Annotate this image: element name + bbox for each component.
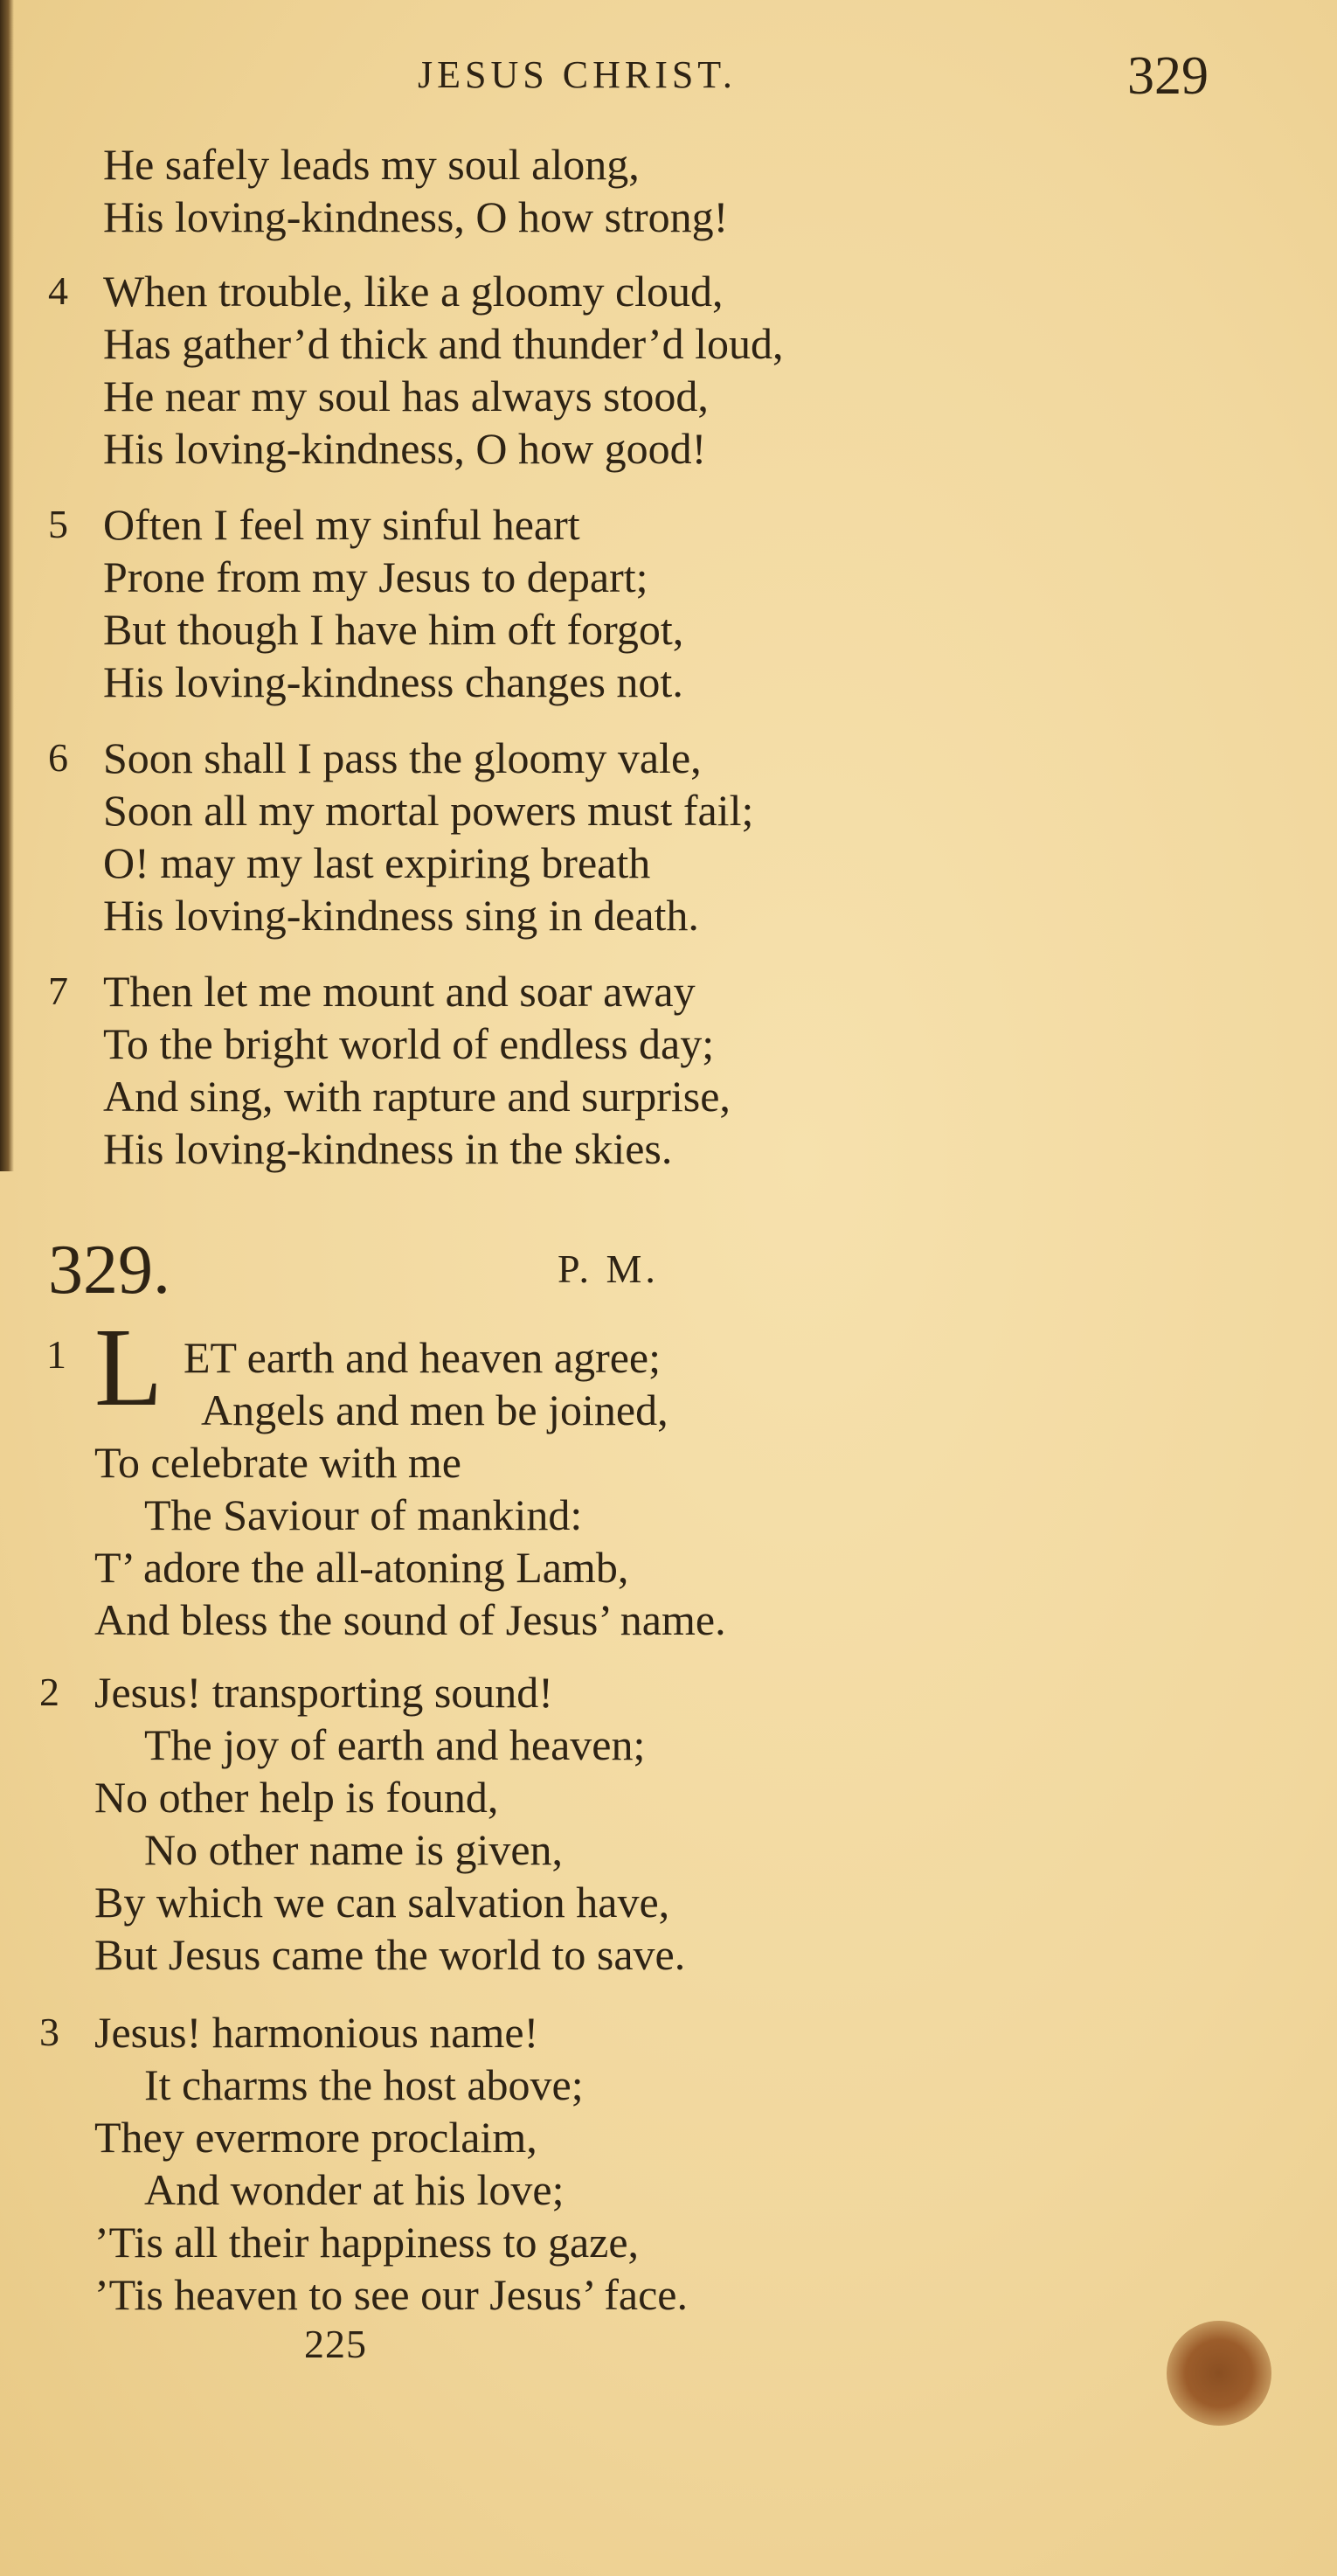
verse-line: The joy of earth and heaven;	[144, 1720, 646, 1769]
verse-line: ET earth and heaven agree;	[184, 1333, 661, 1382]
verse-line: His loving-kindness sing in death.	[103, 891, 699, 940]
drop-cap: L	[94, 1305, 163, 1429]
verse-line: And sing, with rapture and surprise,	[103, 1072, 731, 1121]
verse-line: When trouble, like a gloomy cloud,	[103, 267, 724, 316]
verse-line: Has gather’d thick and thunder’d loud,	[103, 319, 784, 368]
verse-number: 5	[48, 502, 68, 546]
verse-line: Soon all my mortal powers must fail;	[103, 786, 754, 835]
running-title: JESUS CHRIST.	[418, 53, 737, 96]
verse-line: But Jesus came the world to save.	[94, 1930, 686, 1979]
verse-line: He safely leads my soul along,	[103, 140, 640, 189]
hymn-number: 329.	[48, 1232, 170, 1309]
verse-line: ’Tis heaven to see our Jesus’ face.	[94, 2270, 688, 2319]
verse-line: Then let me mount and soar away	[103, 967, 696, 1016]
binding-edge	[0, 0, 14, 1171]
verse-line: By which we can salvation have,	[94, 1878, 670, 1927]
verse-line: Jesus! harmonious name!	[94, 2008, 539, 2057]
verse-line: His loving-kindness in the skies.	[103, 1124, 673, 1173]
paper-stain	[1167, 2321, 1271, 2426]
hymn-meter: P. M.	[558, 1246, 659, 1291]
verse-line: His loving-kindness changes not.	[103, 657, 683, 706]
verse-line: ’Tis all their happiness to gaze,	[94, 2218, 640, 2267]
verse-number: 3	[39, 2010, 59, 2054]
verse-line: Angels and men be joined,	[201, 1385, 668, 1434]
verse-line: No other help is found,	[94, 1773, 499, 1822]
verse-number: 7	[48, 969, 68, 1013]
verse-line: The Saviour of mankind:	[144, 1490, 583, 1539]
verse-line: His loving-kindness, O how good!	[103, 424, 707, 473]
verse-line: It charms the host above;	[144, 2060, 584, 2109]
verse-line: His loving-kindness, O how strong!	[103, 192, 729, 241]
verse-line: To the bright world of endless day;	[103, 1019, 715, 1068]
page-header	[0, 45, 1337, 115]
verse-number: 2	[39, 1670, 59, 1714]
verse-number: 4	[48, 268, 68, 313]
signature-mark: 225	[304, 2322, 367, 2366]
verse-line: And bless the sound of Jesus’ name.	[94, 1595, 726, 1644]
verse-line: But though I have him oft forgot,	[103, 605, 684, 654]
verse-line: O! may my last expiring breath	[103, 838, 651, 887]
verse-line: They evermore proclaim,	[94, 2113, 537, 2162]
verse-number: 6	[48, 735, 68, 780]
verse-line: Often I feel my sinful heart	[103, 500, 580, 549]
verse-line: He near my soul has always stood,	[103, 371, 709, 420]
verse-line: To celebrate with me	[94, 1438, 461, 1487]
verse-line: No other name is given,	[144, 1825, 564, 1874]
verse-line: T’ adore the all-atoning Lamb,	[94, 1543, 629, 1592]
page-number: 329	[1127, 46, 1209, 106]
verse-line: And wonder at his love;	[144, 2165, 565, 2214]
verse-line: Jesus! transporting sound!	[94, 1668, 553, 1717]
verse-number: 1	[46, 1332, 66, 1377]
verse-line: Prone from my Jesus to depart;	[103, 552, 648, 601]
verse-line: Soon shall I pass the gloomy vale,	[103, 733, 702, 782]
